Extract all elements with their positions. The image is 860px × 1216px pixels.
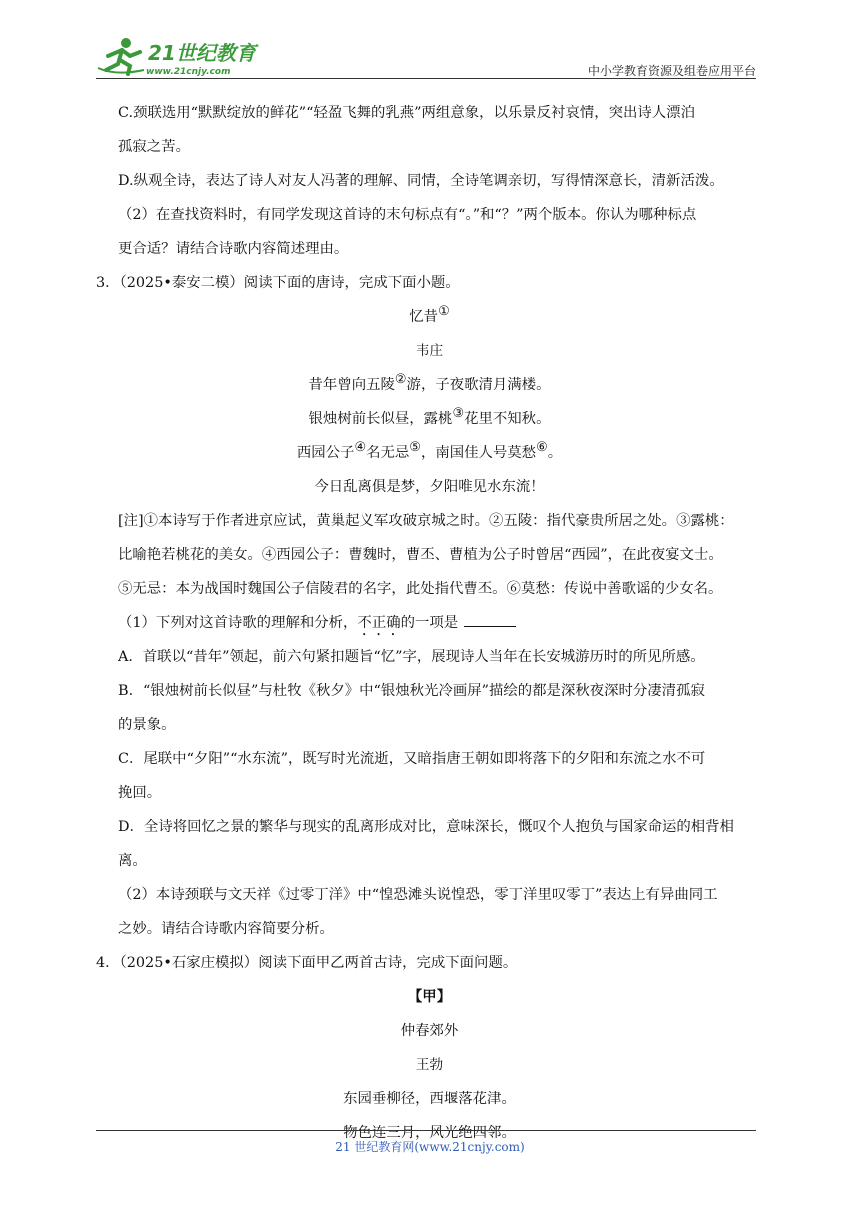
note-mark-6: ⑥ bbox=[536, 440, 548, 456]
q2-option-c-cont: 孤寂之苦。 bbox=[118, 139, 190, 155]
q2-sub2-cont: 更合适？请结合诗歌内容简述理由。 bbox=[118, 241, 349, 257]
q2-option-d: D.纵观全诗，表达了诗人对友人冯著的理解、同情，全诗笔调亲切，写得情深意长，清新活泼。 bbox=[118, 173, 724, 189]
q3-option-d: D．全诗将回忆之景的繁华与现实的乱离形成对比，意味深长，慨叹个人抱负与国家命运的相背相 bbox=[118, 819, 734, 835]
answer-blank bbox=[464, 610, 516, 627]
q2-option-c: C.颈联选用“默默绽放的鲜花”“轻盈飞舞的乳燕”两组意象，以乐景反衬哀情，突出诗人漂泊 bbox=[118, 105, 695, 121]
poem-line-2: 银烛树前长似昼，露桃③花里不知秋。 bbox=[308, 406, 551, 427]
note-mark-2: ② bbox=[394, 372, 407, 388]
q3-stem: 3．（2025•泰安二模）阅读下面的唐诗，完成下面小题。 bbox=[96, 275, 460, 291]
platform-name: 中小学教育资源及组卷应用平台 bbox=[587, 64, 756, 78]
q2-sub2: （2）在查找资料时，有同学发现这首诗的末句标点有“。”和“？”两个版本。你认为哪种标点 bbox=[118, 207, 697, 223]
poem2-line-1: 东园垂柳径，西堰落花津。 bbox=[343, 1091, 516, 1107]
21cnjy-logo bbox=[96, 34, 266, 78]
q3-notes: [注]①本诗写于作者进京应试，黄巢起义军攻破京城之时。②五陵：指代豪贵所居之处。③露桃： bbox=[118, 513, 734, 529]
emphasis-not-correct: 不正确 bbox=[357, 615, 401, 631]
q3-option-d-cont: 离。 bbox=[118, 853, 147, 869]
q3-notes-2: 比喻艳若桃花的美女。④西园公子：曹魏时，曹丕、曹植为公子时曾居“西园”，在此夜宴文士。 bbox=[118, 547, 723, 563]
poem2-author: 王勃 bbox=[415, 1057, 444, 1073]
poem-line-1: 昔年曾向五陵②游，子夜歌清月满楼。 bbox=[308, 372, 551, 393]
q3-sub1: （1）下列对这首诗歌的理解和分析，不正确的一项是 bbox=[118, 606, 763, 640]
note-mark-5: ⑤ bbox=[409, 440, 421, 456]
poem-jia-label: 【甲】 bbox=[407, 988, 452, 1005]
poem-title: 忆昔① bbox=[409, 304, 450, 325]
logo-url: www.21cnjy.com bbox=[146, 67, 231, 77]
q3-sub2-cont: 之妙。请结合诗歌内容简要分析。 bbox=[118, 921, 334, 937]
q3-option-b-cont: 的景象。 bbox=[118, 717, 176, 733]
q4-stem: 4．（2025•石家庄模拟）阅读下面甲乙两首古诗，完成下面问题。 bbox=[96, 955, 518, 971]
q3-notes-3: ⑤无忌：本为战国时魏国公子信陵君的名字，此处指代曹丕。⑥莫愁：传说中善歌谣的少女名。 bbox=[118, 581, 723, 597]
poem2-line-2: 物色连三月，风光绝四邻。 bbox=[343, 1125, 516, 1141]
document-body bbox=[96, 96, 763, 1150]
q3-option-a: A．首联以“昔年”领起，前六句紧扣题旨“忆”字，展现诗人当年在长安城游历时的所见所感。 bbox=[118, 649, 705, 665]
footer-link[interactable]: 21 世纪教育网(www.21cnjy.com) bbox=[335, 1140, 525, 1154]
logo-wordmark: 21世纪教育 bbox=[148, 41, 256, 65]
page-header bbox=[96, 28, 756, 80]
footer-divider bbox=[96, 1130, 756, 1131]
poem-author: 韦庄 bbox=[415, 343, 444, 359]
poem-line-4: 今日乱离俱是梦，夕阳唯见水东流！ bbox=[314, 479, 545, 495]
q3-option-c: C．尾联中“夕阳”“水东流”，既写时光流逝，又暗指唐王朝如即将落下的夕阳和东流之水不可 bbox=[118, 751, 706, 767]
poem-line-3: 西园公子④名无忌⑤，南国佳人号莫愁⑥。 bbox=[296, 440, 563, 461]
note-mark-3: ③ bbox=[452, 406, 465, 422]
q3-option-c-cont: 挽回。 bbox=[118, 785, 162, 801]
q3-sub2: （2）本诗颈联与文天祥《过零丁洋》中“惶恐滩头说惶恐，零丁洋里叹零丁”表达上有异曲同工 bbox=[118, 887, 718, 903]
q3-option-b: B．“银烛树前长似昼”与杜牧《秋夕》中“银烛秋光冷画屏”描绘的都是深秋夜深时分凄清孤寂 bbox=[118, 683, 705, 699]
note-mark-4: ④ bbox=[354, 440, 367, 456]
poem2-title: 仲春郊外 bbox=[400, 1023, 459, 1039]
note-mark-1: ① bbox=[438, 304, 450, 320]
header-divider bbox=[96, 78, 756, 79]
